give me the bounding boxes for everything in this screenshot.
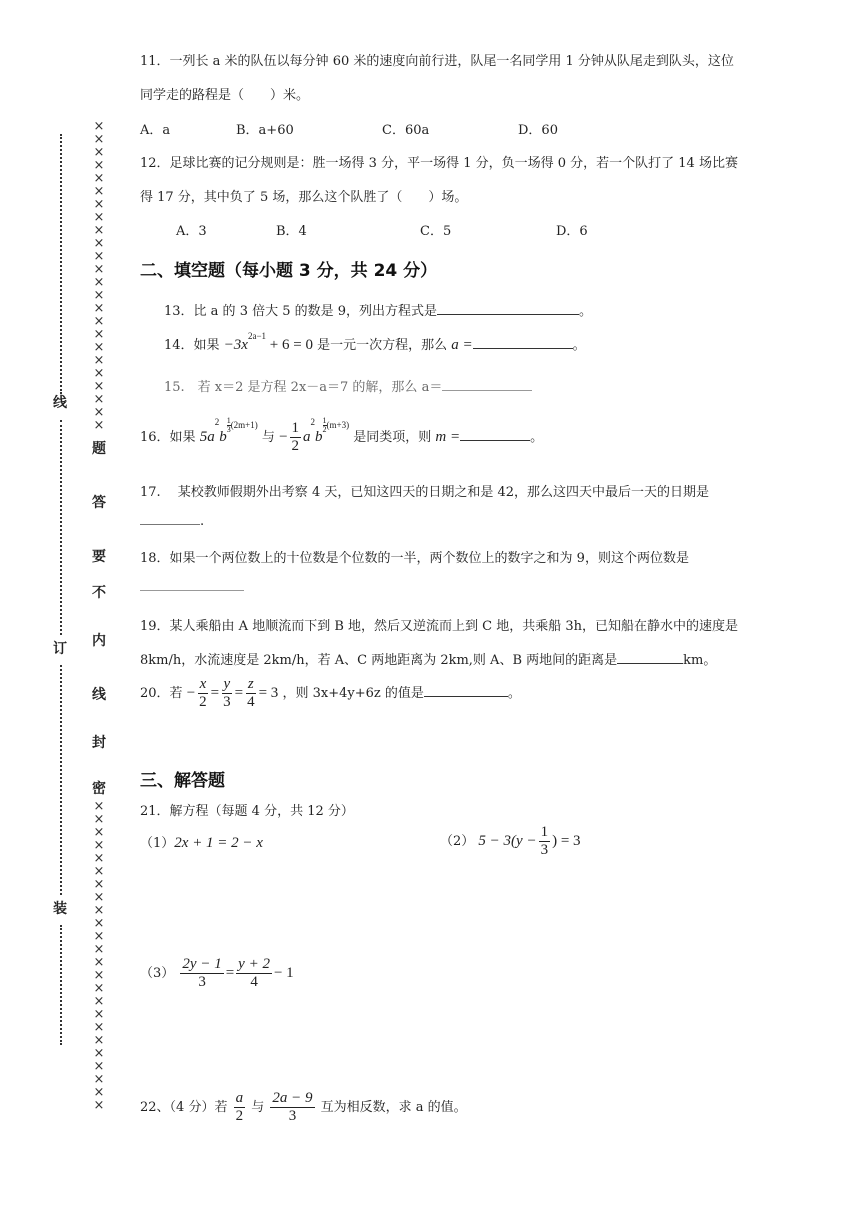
- q12-option-c: C．5: [420, 224, 452, 239]
- q21-part3-equation: $\frac{2y - 1}{3}$ = $\frac{y + 2}{4}$ − 1: [182, 956, 294, 990]
- warning-char: 不: [92, 585, 106, 601]
- q21-part1: [140, 832, 263, 852]
- q22-prefix: 22、（4 分）若: [140, 1099, 228, 1115]
- q16-var: m =: [435, 428, 461, 445]
- q13: [164, 300, 592, 319]
- q14-mid: 是一元一次方程，那么: [317, 338, 448, 353]
- binding-word-ding: 订: [53, 641, 67, 657]
- q13-text: 13．比 a 的 3 倍大 5 的数是 9，列出方程式是: [164, 304, 438, 319]
- warning-char: 密: [92, 781, 106, 797]
- warning-char: 线: [92, 687, 106, 703]
- q18-line1: 18．如果一个两位数上的十位数是个位数的一半，两个数位上的数字之和为 9，则这个两位数是: [140, 551, 689, 566]
- q22: [140, 1090, 467, 1125]
- q14-answer-blank: [473, 348, 573, 349]
- q19-line2: [140, 649, 716, 668]
- q21-part2-equation: 5 − 3(y − $\frac{1}{3}$ ) = 3: [478, 824, 581, 858]
- warning-char: 内: [92, 633, 106, 649]
- q21-part2-label: （2）: [440, 833, 475, 849]
- q11-option-a: A．a: [140, 123, 171, 138]
- q11-option-d: D．60: [518, 123, 558, 138]
- q16-prefix: 16．如果: [140, 429, 196, 445]
- q20-prefix: 20．若: [140, 685, 183, 701]
- q21-part2: [440, 824, 581, 859]
- q16-term2: − $\frac{1}{2}$ $a^2b$ $^{\frac{1}{2} (m+3)}$: [279, 416, 350, 454]
- q20-answer-blank: [424, 696, 508, 697]
- warning-char: 封: [92, 735, 106, 751]
- q22-fraction2: $\frac{2a - 9}{3}$: [272, 1090, 313, 1124]
- q14-end: 。: [572, 338, 586, 353]
- q16: [140, 416, 544, 455]
- section-fill-in-title: 二、填空题（每小题 3 分，共 24 分）: [140, 261, 438, 281]
- q22-end: 互为相反数，求 a 的值。: [320, 1099, 467, 1115]
- q11-line2: 同学走的路程是（ ）米。: [140, 88, 310, 103]
- q14-var: a =: [451, 337, 473, 353]
- q18-line2: [140, 580, 244, 595]
- q19-answer-blank: [617, 663, 683, 664]
- binding-margin: [48, 120, 118, 1130]
- q11-line1: 11．一列长 a 米的队伍以每分钟 60 米的速度向前行进，队尾一名同学用 1 分钟从队尾走到队头，这位: [140, 54, 734, 69]
- section-solve-title: 三、解答题: [140, 771, 225, 791]
- q15-text: 15. 若 x＝2 是方程 2x－a＝7 的解，那么 a＝: [164, 380, 443, 395]
- q12-line2: 得 17 分，其中负了 5 场，那么这个队胜了（ ）场。: [140, 190, 468, 205]
- q16-mid2: 是同类项，则: [353, 429, 432, 445]
- q22-mid: 与: [251, 1099, 265, 1115]
- q11-option-b: B．a+60: [236, 123, 294, 138]
- q20-end: 。: [507, 685, 521, 701]
- q16-term1: $5a^2b$ $^{\frac{1}{3} (2m+1)}$: [199, 416, 258, 445]
- dotted-line: [60, 420, 62, 635]
- warning-char: 答: [92, 495, 106, 511]
- q12-line1: 12．足球比赛的记分规则是：胜一场得 3 分，平一场得 1 分，负一场得 0 分，若一个队打了 14 场比赛: [140, 156, 738, 171]
- q14-prefix: 14．如果: [164, 338, 220, 353]
- q18-answer-blank: [140, 590, 244, 591]
- warning-char: 要: [92, 549, 106, 565]
- q19-text: 8km/h，水流速度是 2km/h，若 A、C 两地距离为 2km,则 A、B 两地间的距离是: [140, 653, 618, 668]
- q17-end: .: [200, 514, 205, 529]
- q22-fraction1: $\frac{a}{2}$: [235, 1090, 244, 1124]
- q17-line1: 17. 某校教师假期外出考察 4 天，已知这四天的日期之和是 42，那么这四天中最后一天的日期是: [140, 485, 710, 500]
- q12-option-a: A．3: [176, 224, 207, 239]
- q12-option-d: D．6: [556, 224, 588, 239]
- q19-unit: km。: [683, 653, 717, 668]
- dotted-line: [60, 665, 62, 895]
- x-mark-column: ××××××××××××××××××××××××: [93, 119, 105, 433]
- q20: [140, 676, 521, 711]
- q16-mid1: 与: [261, 429, 275, 445]
- q14-equation: $-3x^{2a-1} + 6 = 0$: [223, 331, 313, 353]
- q13-end: 。: [579, 304, 593, 319]
- q21-part1-equation: 2x + 1 = 2 − x: [174, 835, 263, 851]
- warning-char: 题: [92, 441, 106, 457]
- q16-answer-blank: [460, 440, 530, 441]
- q21-part3-label: （3）: [140, 965, 175, 981]
- q20-equation: − $\frac{x}{2}$ = $\frac{y}{3}$ = $\frac{z}{4}$ = 3: [186, 676, 279, 710]
- q21-part3: [140, 956, 294, 991]
- binding-word-xian: 线: [53, 395, 67, 411]
- q19-line1: 19．某人乘船由 A 地顺流而下到 B 地，然后又逆流而上到 C 地，共乘船 3h，已知船在静水中的速度是: [140, 619, 739, 634]
- q13-answer-blank: [437, 314, 579, 315]
- q12-option-b: B．4: [276, 224, 307, 239]
- x-mark-column: ××××××××××××××××××××××××: [93, 799, 105, 1113]
- dotted-line: [60, 925, 62, 1045]
- q17-line2: [140, 514, 204, 529]
- q15-answer-blank: [442, 390, 532, 391]
- q16-end: 。: [530, 429, 544, 445]
- q14: [164, 331, 586, 354]
- q21-part1-label: （1）: [140, 836, 175, 851]
- q15: [164, 376, 532, 395]
- q17-answer-blank: [140, 524, 200, 525]
- dotted-line: [60, 134, 62, 394]
- binding-word-zhuang: 装: [53, 901, 67, 917]
- q20-text: ，则 3x+4y+6z 的值是: [282, 685, 424, 701]
- q21-title: 21．解方程（每题 4 分，共 12 分）: [140, 804, 354, 819]
- q11-option-c: C．60a: [382, 123, 430, 138]
